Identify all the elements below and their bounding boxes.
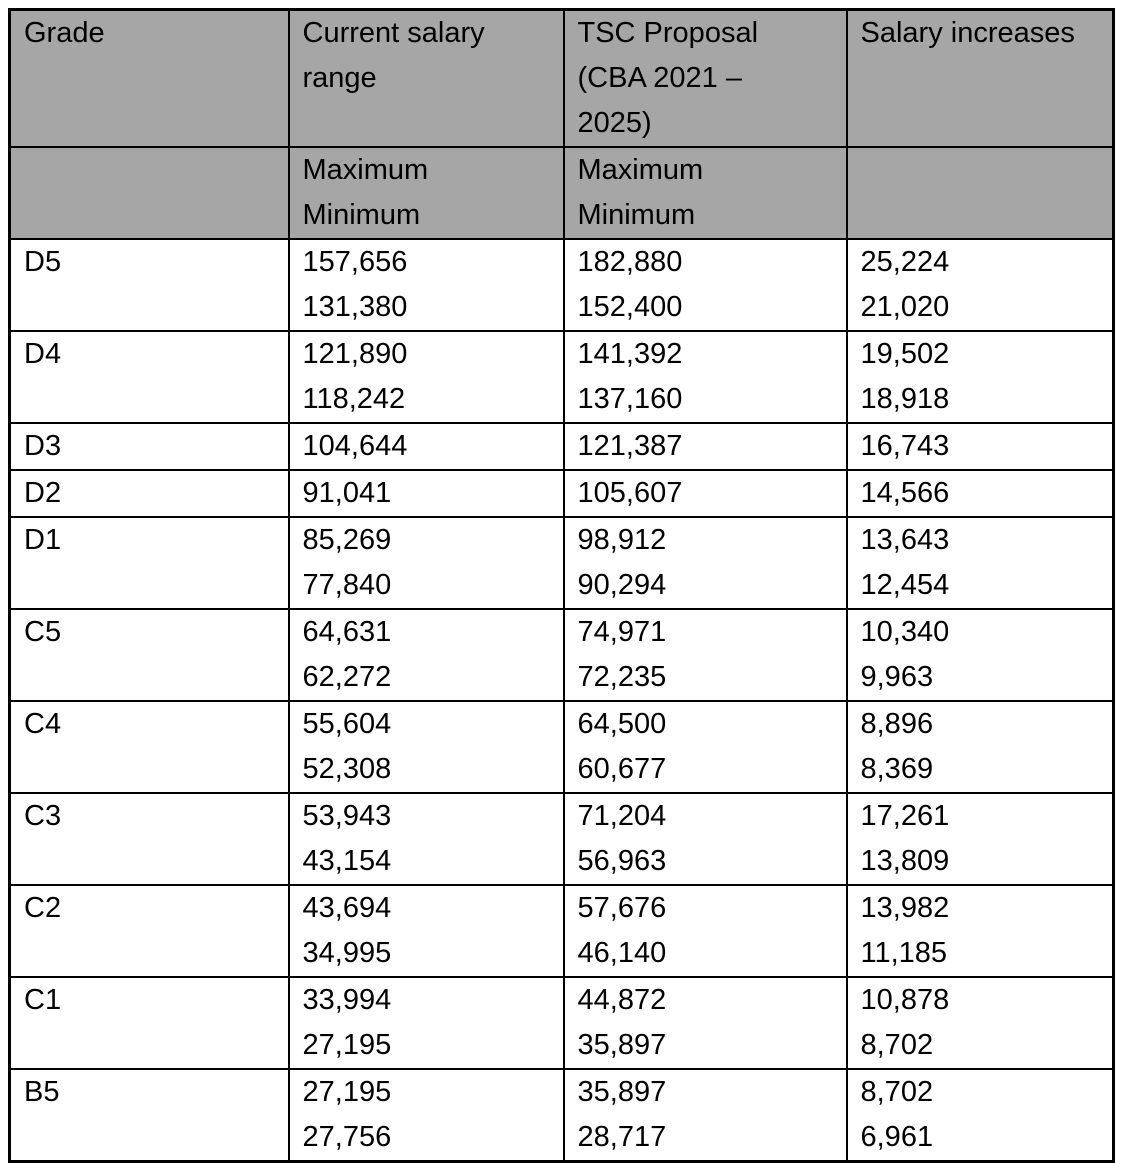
cell-proposal (564, 423, 847, 470)
cell-line: 55,604 (302, 708, 392, 740)
cell-line: 71,204 (577, 800, 667, 832)
cell-increase (847, 331, 1114, 423)
cell-line: D5 (24, 246, 62, 278)
table-header (10, 10, 1114, 240)
cell-line: 2025) (577, 107, 652, 139)
cell-line: 43,154 (302, 845, 392, 877)
table-row (10, 977, 1114, 1069)
cell-line: 53,943 (302, 800, 392, 832)
table-row (10, 423, 1114, 470)
cell-line: 64,631 (302, 616, 392, 648)
cell-increase (847, 977, 1114, 1069)
cell-line: 10,878 (860, 984, 950, 1016)
cell-line: 60,677 (577, 753, 667, 785)
cell-line: 72,235 (577, 661, 667, 693)
cell-line: 9,963 (860, 661, 934, 693)
table-row (10, 517, 1114, 609)
cell-grade (10, 885, 289, 977)
table-row (10, 609, 1114, 701)
cell-line: 91,041 (302, 477, 392, 509)
cell-line: 44,872 (577, 984, 667, 1016)
cell-proposal (564, 470, 847, 517)
cell-line: B5 (24, 1076, 60, 1108)
table-row (10, 885, 1114, 977)
cell-current (289, 609, 564, 701)
cell-line: 74,971 (577, 616, 667, 648)
cell-line: 8,702 (860, 1076, 934, 1108)
cell-line: 27,756 (302, 1121, 392, 1153)
cell-line: 121,387 (577, 430, 683, 462)
cell-line: D4 (24, 338, 62, 370)
cell-increase (847, 423, 1114, 470)
cell-line: C2 (24, 892, 62, 924)
cell-proposal (564, 609, 847, 701)
cell-line: Grade (24, 17, 105, 49)
header-current (289, 10, 564, 148)
cell-proposal (564, 885, 847, 977)
cell-increase (847, 609, 1114, 701)
cell-line: 56,963 (577, 845, 667, 877)
cell-grade (10, 609, 289, 701)
subheader-proposal (564, 147, 847, 239)
cell-grade (10, 793, 289, 885)
cell-increase (847, 239, 1114, 331)
table-row (10, 331, 1114, 423)
cell-line: 8,896 (860, 708, 934, 740)
cell-line: 46,140 (577, 937, 667, 969)
cell-line: 141,392 (577, 338, 683, 370)
cell-line: 64,500 (577, 708, 667, 740)
cell-line: 25,224 (860, 246, 950, 278)
cell-line: Minimum (302, 199, 421, 231)
cell-line: 34,995 (302, 937, 392, 969)
table-row (10, 1069, 1114, 1162)
cell-increase (847, 517, 1114, 609)
cell-line: 90,294 (577, 569, 667, 601)
cell-line: Minimum (577, 199, 696, 231)
cell-line: TSC Proposal (577, 17, 759, 49)
cell-grade (10, 331, 289, 423)
cell-line: 182,880 (577, 246, 683, 278)
cell-line: D3 (24, 430, 62, 462)
table-row (10, 239, 1114, 331)
cell-line: 104,644 (302, 430, 408, 462)
header-proposal (564, 10, 847, 148)
cell-current (289, 423, 564, 470)
cell-line: C3 (24, 800, 62, 832)
subheader-grade (10, 147, 289, 239)
cell-line: 57,676 (577, 892, 667, 924)
cell-line: 14,566 (860, 477, 950, 509)
cell-line: 16,743 (860, 430, 950, 462)
cell-line: 19,502 (860, 338, 950, 370)
cell-line: D1 (24, 524, 62, 556)
cell-line: 131,380 (302, 291, 408, 323)
subheader-increase (847, 147, 1114, 239)
table-row (10, 470, 1114, 517)
cell-grade (10, 423, 289, 470)
cell-line: 17,261 (860, 800, 950, 832)
cell-line: 28,717 (577, 1121, 667, 1153)
cell-line: C1 (24, 984, 62, 1016)
cell-line: 35,897 (577, 1029, 667, 1061)
cell-line: 6,961 (860, 1121, 934, 1153)
cell-proposal (564, 793, 847, 885)
cell-proposal (564, 701, 847, 793)
cell-proposal (564, 517, 847, 609)
cell-line: 43,694 (302, 892, 392, 924)
cell-current (289, 793, 564, 885)
cell-line: 13,809 (860, 845, 950, 877)
cell-line: 18,918 (860, 383, 950, 415)
cell-line: 121,890 (302, 338, 408, 370)
cell-proposal (564, 331, 847, 423)
cell-current (289, 239, 564, 331)
cell-line: 21,020 (860, 291, 950, 323)
cell-line: Maximum (577, 154, 704, 186)
cell-line: 62,272 (302, 661, 392, 693)
subheader-current (289, 147, 564, 239)
cell-increase (847, 793, 1114, 885)
cell-line: range (302, 62, 377, 94)
cell-line: 33,994 (302, 984, 392, 1016)
cell-line: 98,912 (577, 524, 667, 556)
cell-line: 10,340 (860, 616, 950, 648)
cell-line: 13,643 (860, 524, 950, 556)
cell-line: C5 (24, 616, 62, 648)
cell-proposal (564, 977, 847, 1069)
cell-line: 12,454 (860, 569, 950, 601)
cell-line: 35,897 (577, 1076, 667, 1108)
cell-line: 13,982 (860, 892, 950, 924)
cell-line: 157,656 (302, 246, 408, 278)
cell-line: C4 (24, 708, 62, 740)
cell-line: 137,160 (577, 383, 683, 415)
cell-line: 27,195 (302, 1029, 392, 1061)
header-grade (10, 10, 289, 148)
table-row (10, 701, 1114, 793)
cell-proposal (564, 239, 847, 331)
cell-line: 85,269 (302, 524, 392, 556)
cell-current (289, 517, 564, 609)
cell-increase (847, 1069, 1114, 1162)
cell-line: 27,195 (302, 1076, 392, 1108)
cell-line: Salary increases (860, 17, 1075, 49)
cell-line: Current salary (302, 17, 485, 49)
cell-line: 52,308 (302, 753, 392, 785)
cell-line: 118,242 (302, 383, 406, 415)
cell-increase (847, 470, 1114, 517)
cell-grade (10, 470, 289, 517)
cell-increase (847, 701, 1114, 793)
cell-line: 11,185 (860, 937, 948, 969)
cell-line: 152,400 (577, 291, 683, 323)
cell-current (289, 470, 564, 517)
header-row-main (10, 10, 1114, 148)
cell-grade (10, 517, 289, 609)
cell-grade (10, 977, 289, 1069)
table-row (10, 793, 1114, 885)
cell-grade (10, 239, 289, 331)
cell-line: 8,702 (860, 1029, 934, 1061)
cell-line: D2 (24, 477, 62, 509)
cell-current (289, 331, 564, 423)
cell-current (289, 885, 564, 977)
cell-current (289, 977, 564, 1069)
cell-current (289, 701, 564, 793)
header-increase (847, 10, 1114, 148)
cell-current (289, 1069, 564, 1162)
header-row-sub (10, 147, 1114, 239)
cell-proposal (564, 1069, 847, 1162)
cell-line: Maximum (302, 154, 429, 186)
table-body (10, 239, 1114, 1162)
cell-grade (10, 701, 289, 793)
cell-grade (10, 1069, 289, 1162)
cell-line: 105,607 (577, 477, 683, 509)
salary-table (8, 8, 1115, 1163)
cell-line: (CBA 2021 – (577, 62, 742, 94)
cell-line: 8,369 (860, 753, 934, 785)
cell-increase (847, 885, 1114, 977)
cell-line: 77,840 (302, 569, 392, 601)
